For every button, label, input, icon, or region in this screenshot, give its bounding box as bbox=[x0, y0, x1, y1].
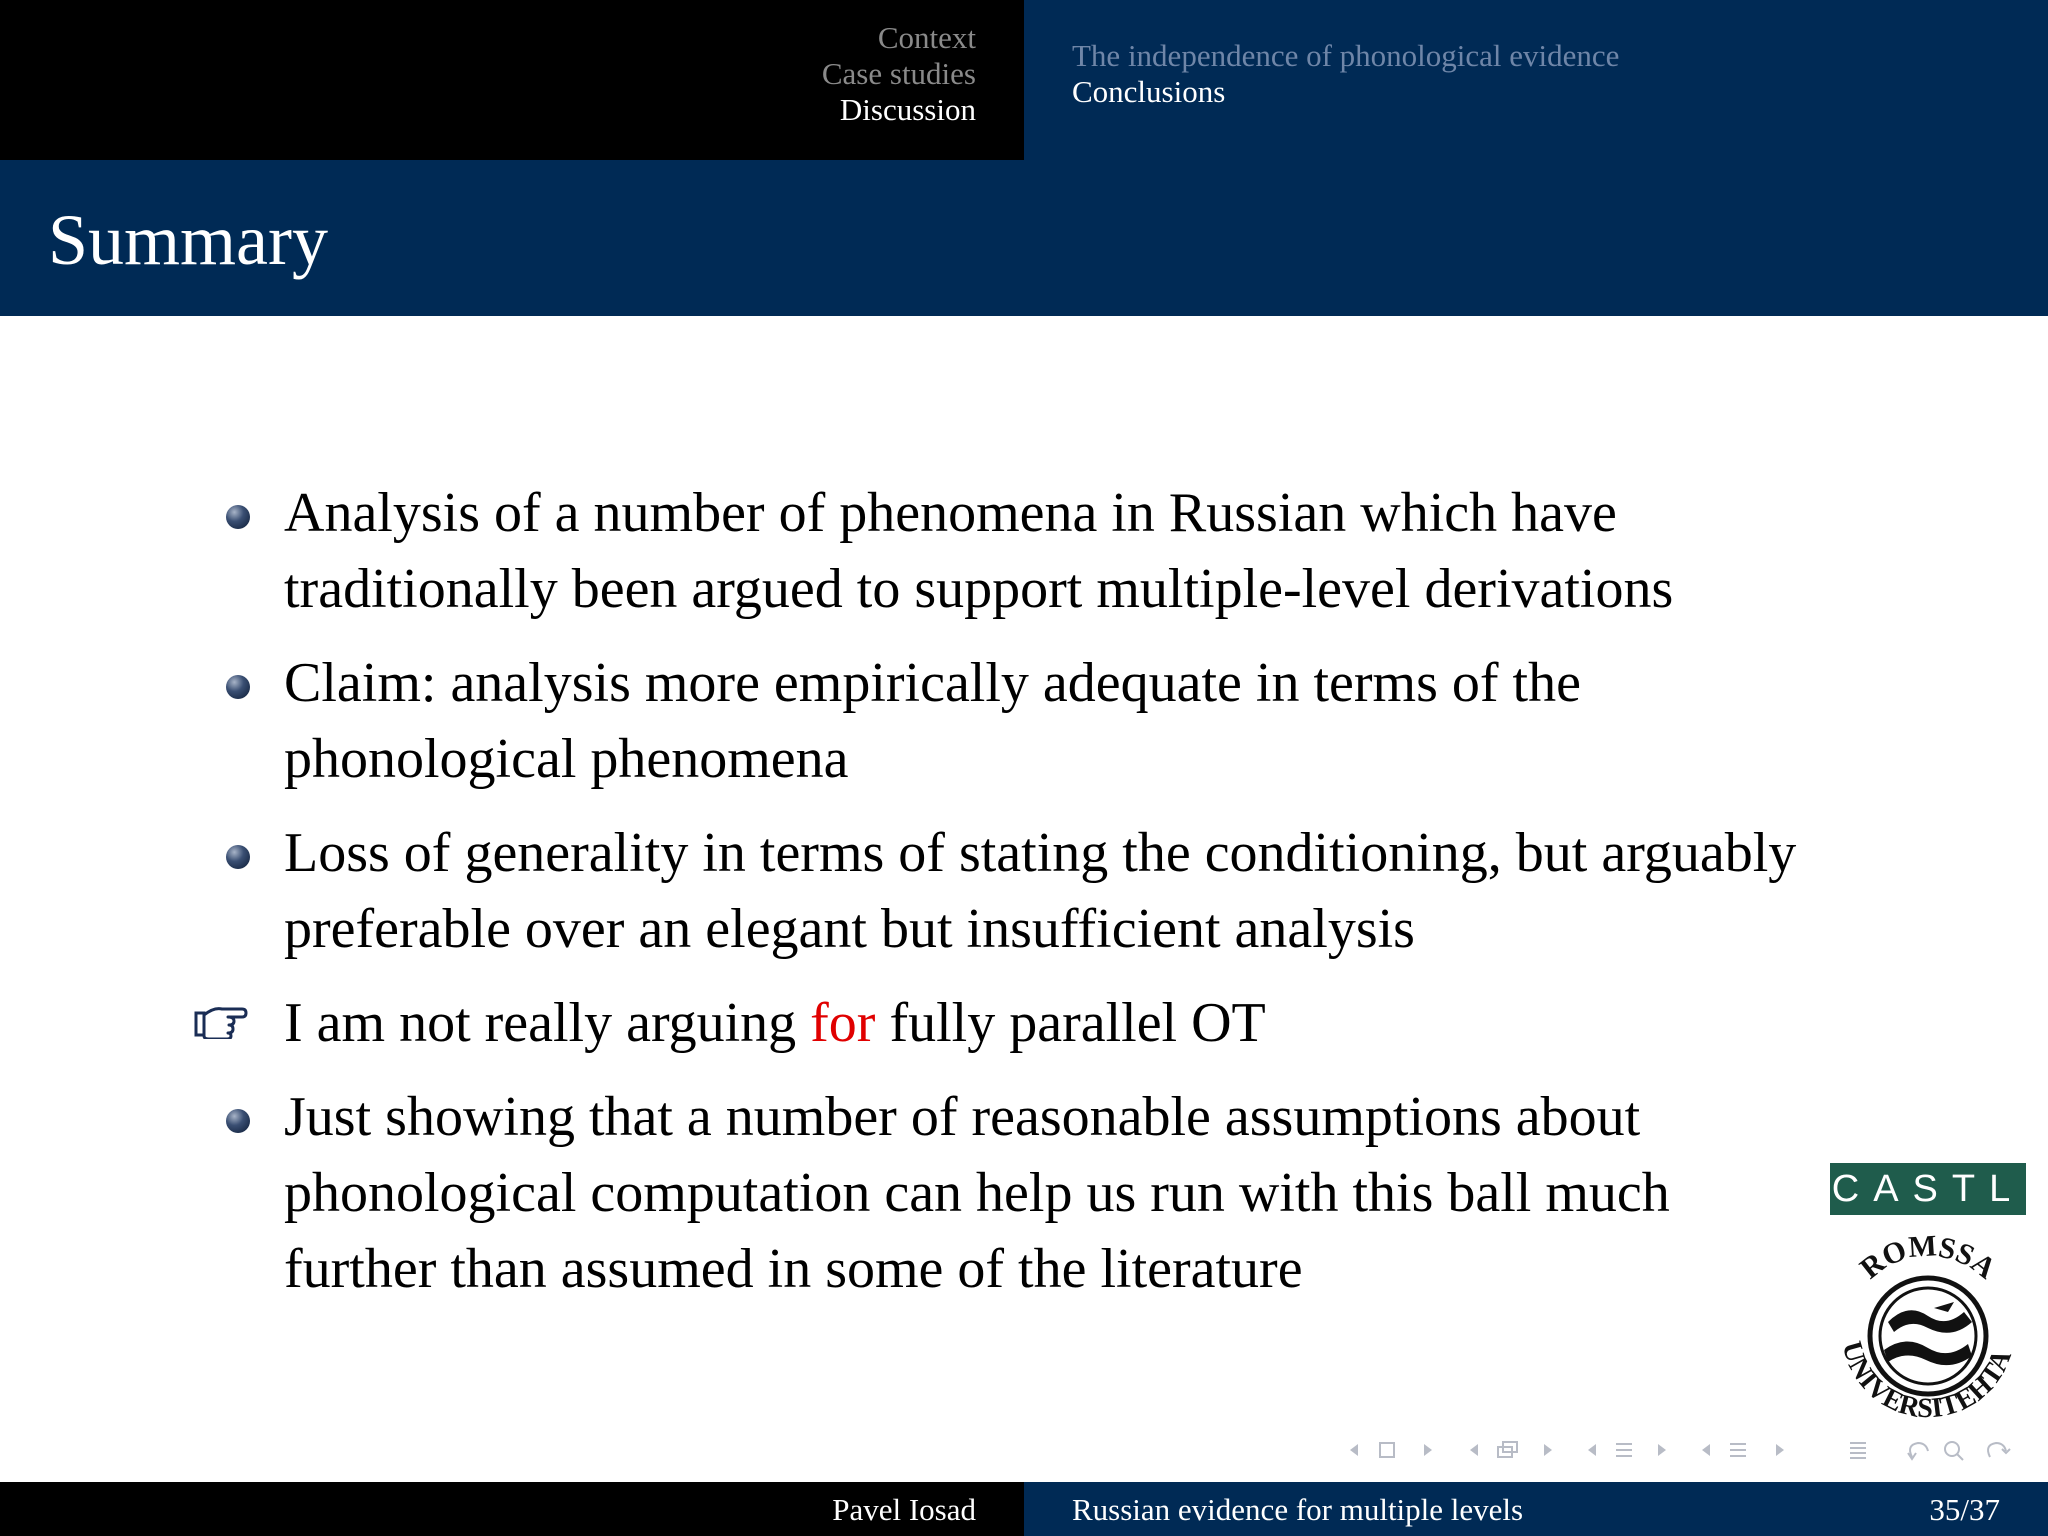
nav-back-forward-icon[interactable] bbox=[1908, 1443, 1928, 1459]
nav-forward-icon[interactable] bbox=[1988, 1443, 2010, 1457]
item-text-before: I am not really arguing bbox=[284, 992, 811, 1054]
item-text-after: fully parallel OT bbox=[875, 992, 1266, 1054]
item-text: Loss of generality in terms of stating the conditioning, but arguably preferable over an elegant but insufficient analysis bbox=[284, 822, 1797, 960]
item-text: Analysis of a number of phenomena in Russian which have traditionally been argued to support multiple-level derivations bbox=[284, 482, 1674, 620]
nav-prev-frame-icon[interactable] bbox=[1350, 1443, 1432, 1457]
nav-subsection-conclusions[interactable]: Conclusions bbox=[1072, 74, 1226, 109]
item-text: Just showing that a number of reasonable assumptions about phonological computation can help us run with this ball much further than assumed in some of the literature bbox=[284, 1086, 1670, 1300]
svg-text:UNIVERSITEHTA: UNIVERSITEHTA bbox=[1835, 1338, 2018, 1425]
svg-text:ROMSSA: ROMSSA bbox=[1853, 1229, 2003, 1286]
bullet-list bbox=[170, 475, 1830, 1325]
university-seal-logo bbox=[1822, 1226, 2034, 1438]
list-item bbox=[170, 1079, 1830, 1307]
frame-title: Summary bbox=[48, 200, 328, 280]
nav-search-icon[interactable] bbox=[1945, 1442, 1963, 1460]
nav-outline-icon[interactable] bbox=[1850, 1443, 1866, 1458]
list-item bbox=[170, 815, 1830, 967]
nav-document-icon[interactable] bbox=[1702, 1444, 1784, 1456]
footer-author: Pavel Iosad bbox=[832, 1492, 976, 1527]
bullet-ball-icon bbox=[226, 505, 250, 529]
item-text: Claim: analysis more empirically adequate in terms of the phonological phenomena bbox=[284, 652, 1581, 790]
bullet-ball-icon bbox=[226, 1109, 250, 1133]
subsection-nav bbox=[1024, 0, 2048, 160]
section-nav bbox=[0, 0, 1024, 160]
castl-logo: CASTL bbox=[1830, 1163, 2026, 1215]
nav-subsection-independence[interactable]: The independence of phonological evidence bbox=[1072, 38, 1620, 73]
nav-section-case-studies[interactable]: Case studies bbox=[821, 56, 976, 91]
nav-section-discussion[interactable]: Discussion bbox=[839, 92, 976, 127]
nav-subsection-icon[interactable] bbox=[1470, 1442, 1552, 1457]
footer-title: Russian evidence for multiple levels bbox=[1072, 1492, 1524, 1527]
page-number: 35/37 bbox=[1929, 1492, 2000, 1527]
header-bar bbox=[0, 0, 2048, 160]
beamer-navigation bbox=[1340, 1435, 2040, 1465]
nav-section-context[interactable]: Context bbox=[877, 20, 976, 55]
bullet-ball-icon bbox=[226, 675, 250, 699]
list-item bbox=[170, 475, 1830, 627]
list-item bbox=[170, 985, 1830, 1061]
highlight-word: for bbox=[810, 992, 876, 1054]
pointing-hand-icon bbox=[194, 1003, 248, 1039]
frame-title-bar bbox=[0, 160, 2048, 316]
nav-section-icon[interactable] bbox=[1588, 1444, 1666, 1456]
bullet-ball-icon bbox=[226, 845, 250, 869]
footer-bar bbox=[0, 1482, 2048, 1536]
list-item bbox=[170, 645, 1830, 797]
